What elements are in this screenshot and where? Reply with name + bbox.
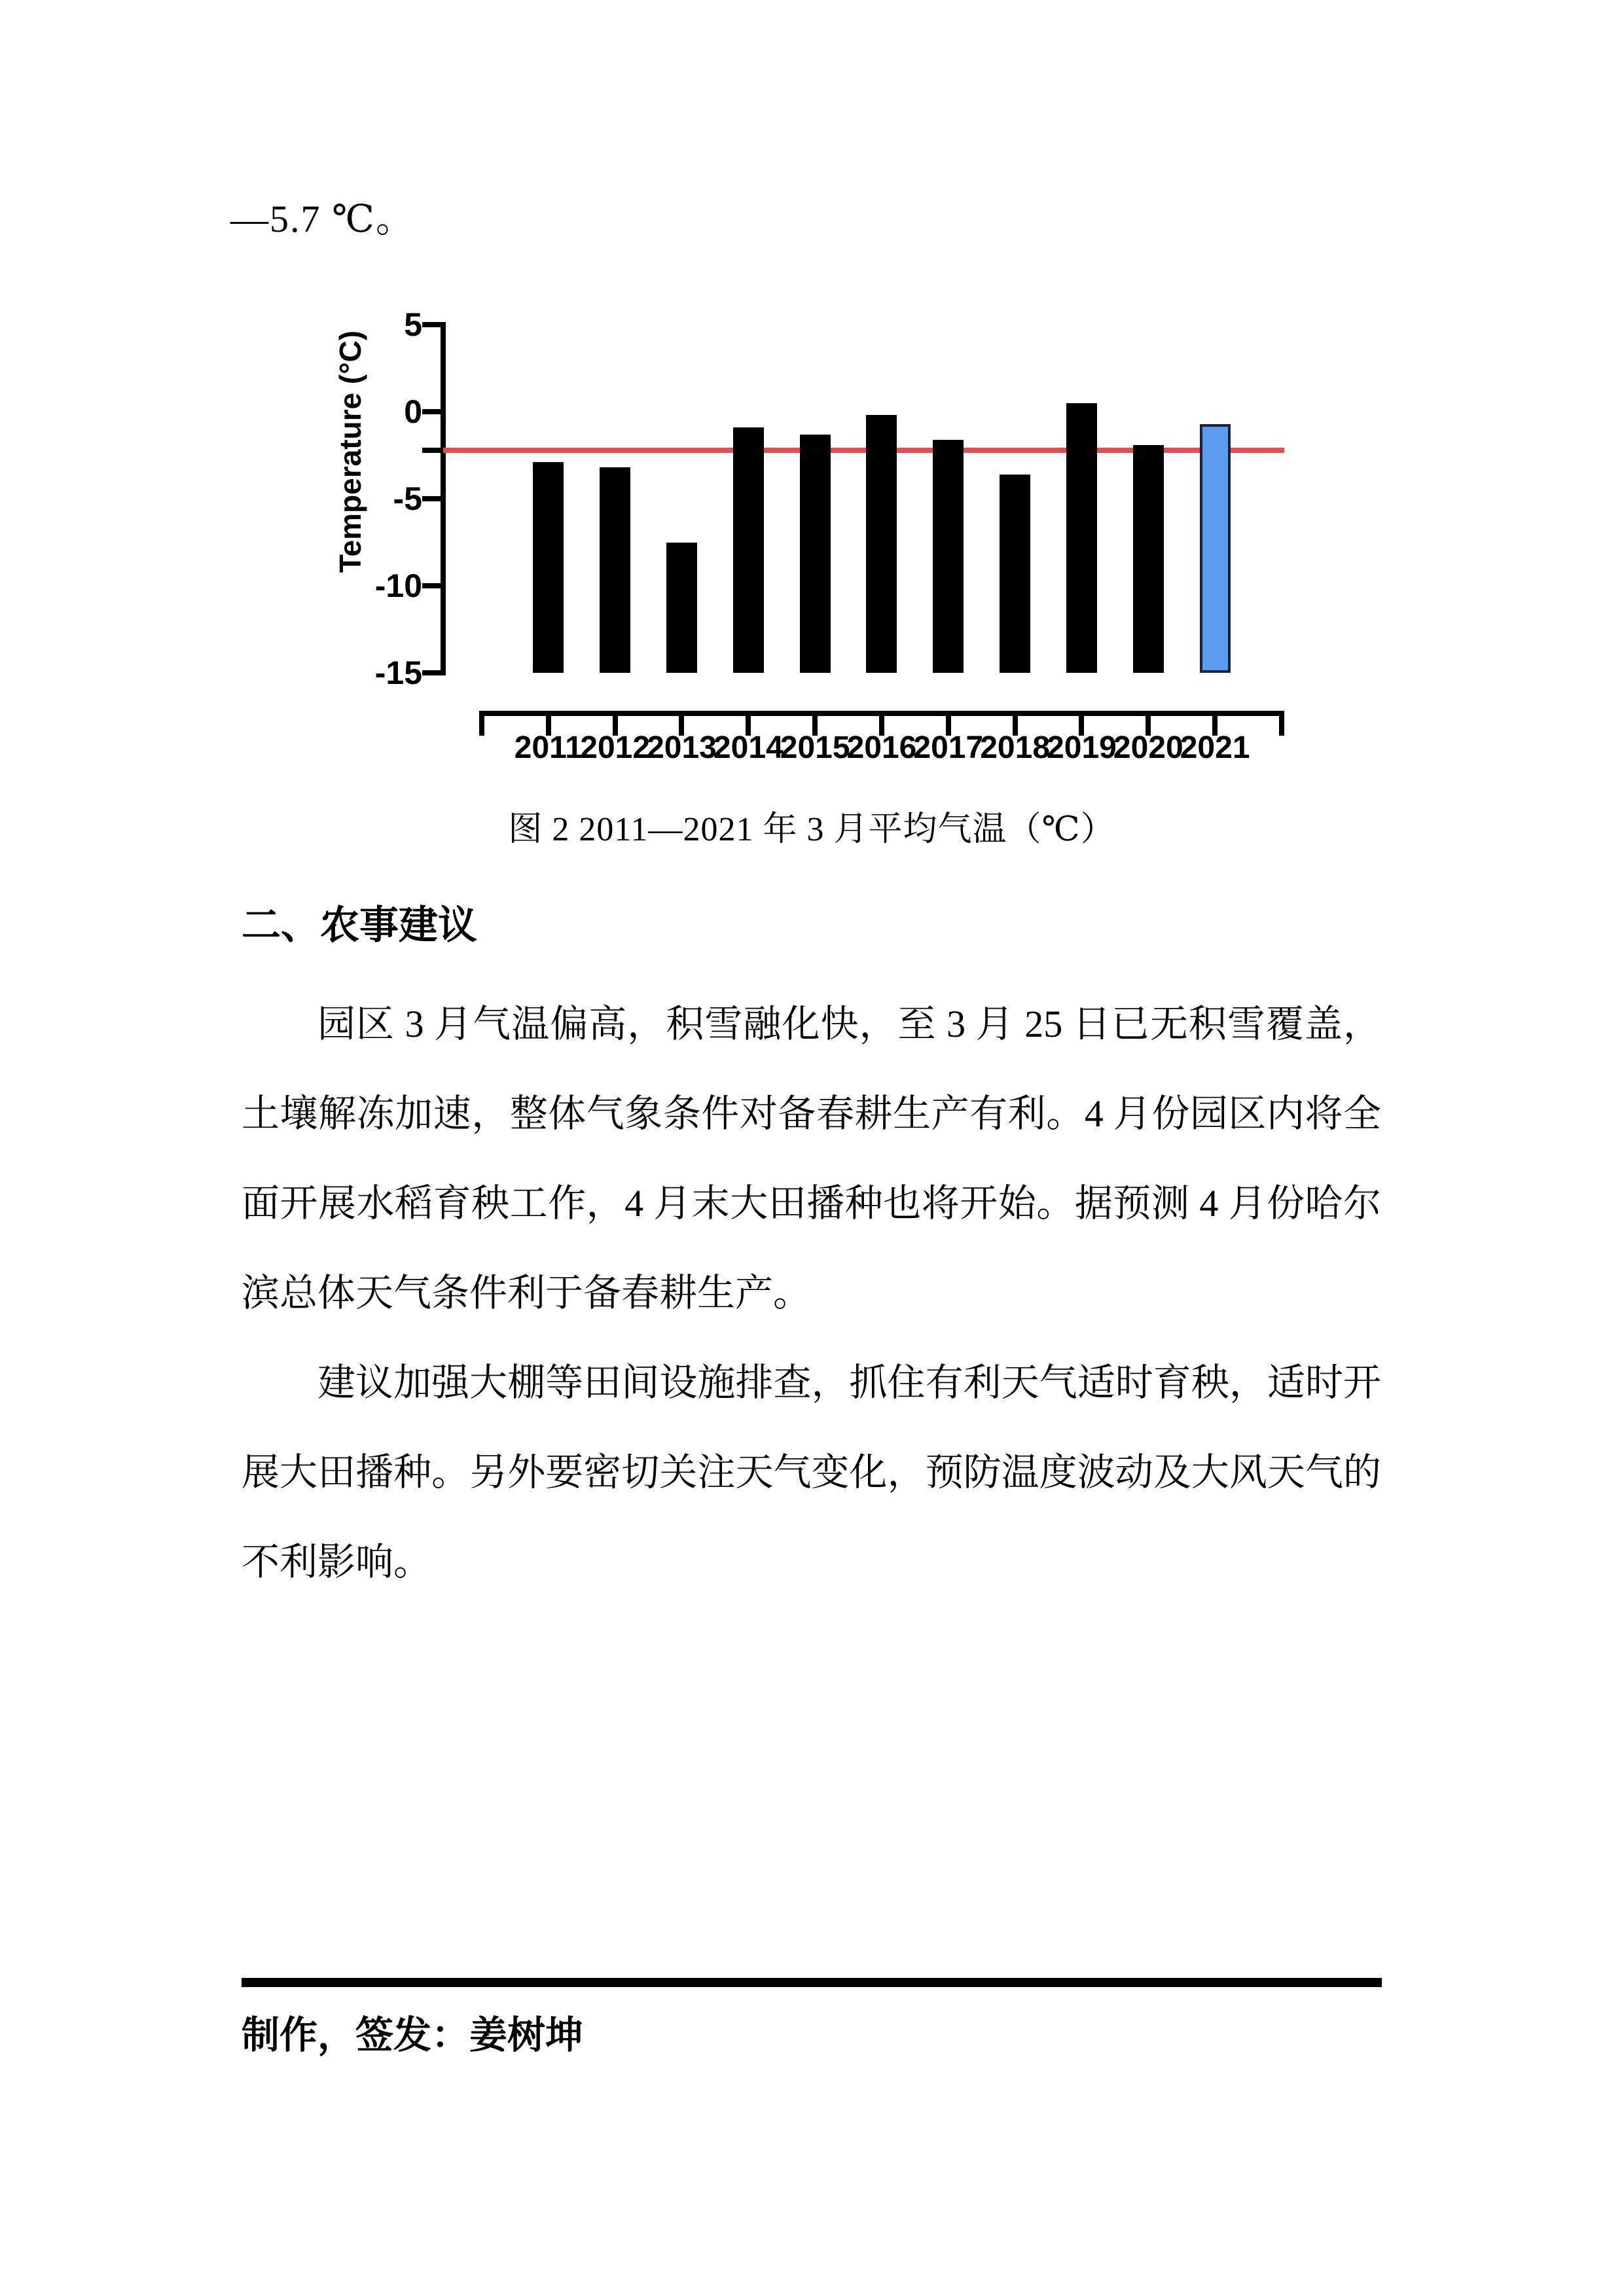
top-note-text: —5.7 ℃。 bbox=[230, 198, 415, 240]
year-label-2013: 2013 bbox=[647, 730, 717, 765]
paragraph-1: 园区 3 月气温偏高，积雪融化快，至 3 月 25 日已无积雪覆盖，土壤解冻加速，整体气象条件对备春耕生产有利。4 月份园区内将全面开展水稻育秧工作，4 月末大田播种也将开始。据预测 4 月份哈尔滨总体天气条件利于备春耕生产。 bbox=[242, 1003, 1381, 1314]
y-axis-title: Temperature (°C) bbox=[333, 330, 367, 573]
y-tick-0 bbox=[422, 409, 441, 414]
year-label-2011: 2011 bbox=[514, 730, 583, 765]
year-label-2015: 2015 bbox=[780, 730, 850, 765]
y-tick-label--10: -10 bbox=[374, 567, 422, 604]
bar-2020 bbox=[1133, 445, 1164, 673]
footer-signature: 制作，签发：姜树坤 bbox=[242, 2014, 584, 2056]
section-heading: 二、农事建议 bbox=[242, 904, 477, 947]
bar-2014 bbox=[733, 427, 764, 673]
year-label-2021: 2021 bbox=[1180, 730, 1250, 765]
y-tick-5 bbox=[422, 322, 441, 327]
y-tick-label--5: -5 bbox=[393, 480, 422, 517]
bar-2019 bbox=[1066, 403, 1097, 673]
y-tick-label-0: 0 bbox=[404, 393, 422, 430]
y-tick--5 bbox=[422, 496, 441, 501]
paragraph-2: 建议加强大棚等田间设施排查，抓住有利天气适时育秧，适时开展大田播种。另外要密切关注天气变化，预防温度波动及大风天气的不利影响。 bbox=[242, 1361, 1381, 1583]
year-label-2016: 2016 bbox=[846, 730, 917, 765]
bar-2021 bbox=[1200, 424, 1231, 673]
y-tick-label-5: 5 bbox=[404, 306, 422, 343]
bar-2015 bbox=[800, 435, 831, 673]
y-tick--10 bbox=[422, 583, 441, 588]
bar-2016 bbox=[866, 415, 897, 673]
y-tick--15 bbox=[422, 670, 441, 675]
x-tick-12 bbox=[1279, 711, 1284, 736]
year-label-2018: 2018 bbox=[980, 730, 1051, 765]
year-label-2017: 2017 bbox=[913, 730, 984, 765]
figure-caption: 图 2 2011—2021 年 3 月平均气温（℃） bbox=[508, 811, 1115, 848]
bar-2011 bbox=[533, 462, 564, 673]
temperature-bar-chart bbox=[0, 0, 1624, 884]
year-label-2019: 2019 bbox=[1047, 730, 1117, 765]
y-axis bbox=[441, 322, 446, 675]
year-label-2014: 2014 bbox=[713, 730, 784, 765]
year-label-2012: 2012 bbox=[580, 730, 651, 765]
year-label-2020: 2020 bbox=[1113, 730, 1183, 765]
bar-2018 bbox=[1000, 475, 1030, 673]
bar-2017 bbox=[933, 440, 964, 673]
x-tick-0 bbox=[479, 711, 484, 736]
y-tick-label--15: -15 bbox=[374, 655, 422, 691]
bar-2013 bbox=[666, 543, 697, 673]
y-tick-mean bbox=[422, 448, 441, 453]
bar-2012 bbox=[600, 467, 630, 673]
body-text bbox=[242, 979, 1381, 1607]
footer-divider-rule bbox=[242, 1978, 1382, 1987]
